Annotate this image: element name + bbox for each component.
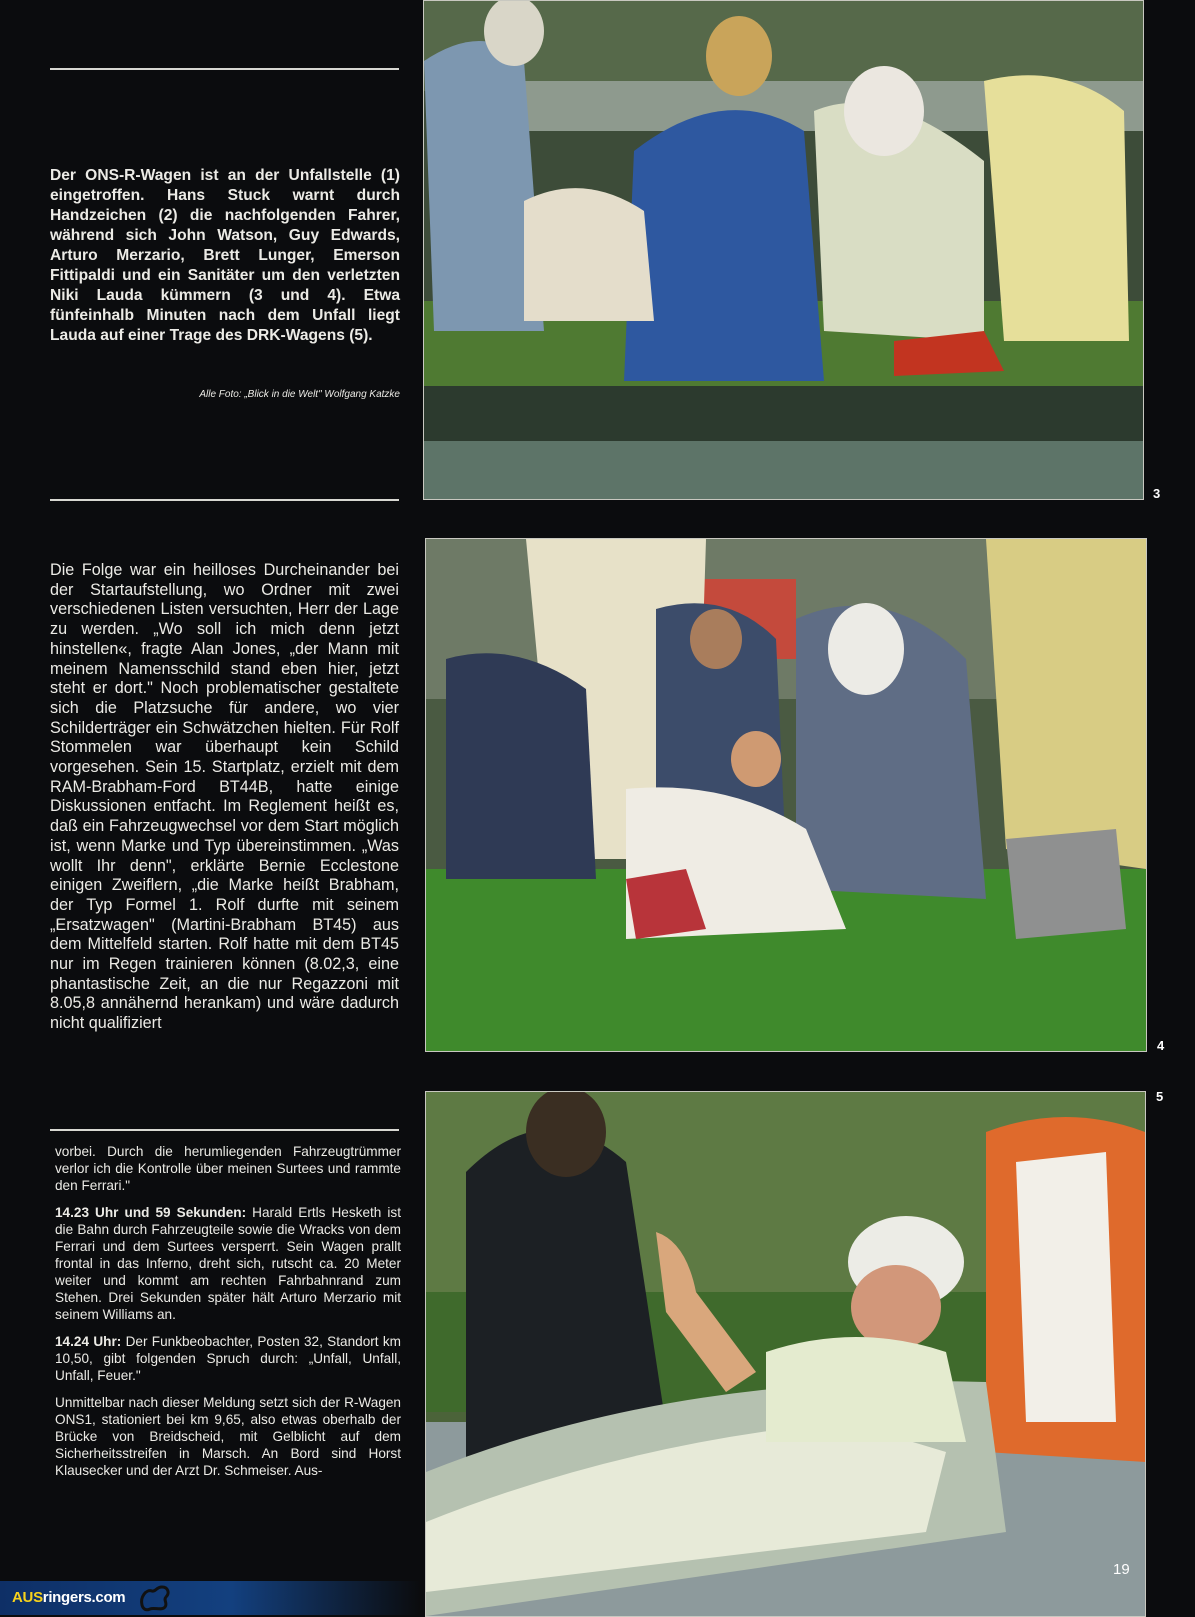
photo-5-image	[426, 1092, 1145, 1616]
article-paragraph	[55, 1204, 401, 1323]
photo-5-lauda-on-stretcher	[425, 1091, 1146, 1617]
column-break-rule	[50, 1129, 399, 1131]
nurburgring-track-icon	[138, 1583, 172, 1613]
page-number: 19	[1113, 1561, 1130, 1578]
timestamp-heading: 14.23 Uhr und 59 Sekunden:	[55, 1205, 247, 1220]
site-watermark	[0, 1581, 420, 1615]
photo-3-image	[424, 1, 1143, 499]
photo-3-accident-scene	[423, 0, 1144, 500]
watermark-brand-rest: ringers.com	[42, 1589, 126, 1606]
top-rule	[50, 68, 399, 70]
photo-4-image	[426, 539, 1146, 1051]
article-paragraph	[55, 1333, 401, 1384]
photo-number-4: 4	[1157, 1038, 1165, 1053]
photo-number-5: 5	[1156, 1089, 1164, 1104]
article-paragraph: Unmittelbar nach dieser Meldung setzt sich der R-Wagen ONS1, stationiert bei km 9,65, also etwas oberhalb der Brücke von Breidscheid, mit Gelblicht auf dem Sicherheitsstreifen in Marsch. An Bord sind Horst Klausecker und der Arzt Dr. Schmeiser. Aus-	[55, 1395, 401, 1478]
paragraph-text: Harald Ertls Hesketh ist die Bahn durch Fahrzeugteile sowie die Wracks von dem Ferrari und dem Surtees versperrt. Sein Wagen prallt frontal in das Inferno, dreht sich, rutscht ca. 20 Meter weiter und kommt am rechten Fahrbahnrand zum Stehen. Drei Sekunden später hält Arturo Merzario mit seinem Williams an.	[55, 1205, 401, 1322]
article-paragraph: vorbei. Durch die herumliegenden Fahrzeugtrümmer verlor ich die Kontrolle über meinen Surtees und rammte den Ferrari."	[55, 1144, 401, 1193]
article-column-1: Die Folge war ein heilloses Durcheinander bei der Startaufstellung, wo Ordner mit zwei verschiedenen Listen versuchten, Herr der Lage zu werden. „Wo soll ich mich denn jetzt hinstellen«, fragte Alan Jones, „der Mann mit meinem Namensschild stand eben hier, jetzt steht er dort." Noch problematischer gestaltete sich die Platzsuche für andere, wo vier Schilderträger ein Schwätzchen hielten. Für Rolf Stommelen war überhaupt kein Schild vorgesehen. Sein 15. Startplatz, erzielt mit dem RAM-Brabham-Ford BT44B, hatte einige Diskussionen entfacht. Im Reglement heißt es, daß ein Fahrzeugwechsel vor dem Start möglich ist, wenn Marke und Typ übereinstimmen. „Was wollt Ihr denn", erklärte Bernie Ecclestone einigen Zweiflern, „die Marke heißt Brabham, der Typ Formel 1. Rolf durfte mit seinem „Ersatzwagen" (Martini-Brabham BT45) aus dem Mittelfeld starten. Rolf hatte mit dem BT45 nur im Regen trainieren können (8.02,3, eine phantastische Zeit, an die nur Regazzoni mit 8.05,8 annähernd herankam) und wäre dadurch nicht qualifiziert	[50, 561, 399, 1033]
paragraph-text: Der Funkbeobachter, Posten 32, Standort km 10,50, gibt folgenden Spruch durch: „Unfall, Unfall, Unfall, Feuer."	[55, 1334, 402, 1383]
watermark-text	[12, 1589, 125, 1606]
photo-number-3: 3	[1153, 486, 1161, 501]
watermark-brand-prefix: AUS	[12, 1589, 43, 1606]
photo-credit: Alle Foto: „Blick in die Welt" Wolfgang Katzke	[199, 389, 400, 400]
photo-caption: Der ONS-R-Wagen ist an der Unfallstelle (1) eingetroffen. Hans Stuck warnt durch Handzeichen (2) die nachfolgenden Fahrer, während sich John Watson, Guy Edwards, Arturo Merzario, Brett Lunger, Emerson Fittipaldi und ein Sanitäter um den verletzten Niki Lauda kümmern (3 und 4). Etwa fünfeinhalb Minuten nach dem Unfall liegt Lauda auf einer Trage des DRK-Wagens (5).	[50, 167, 400, 344]
caption-rule	[50, 499, 399, 501]
timestamp-heading: 14.24 Uhr:	[55, 1334, 122, 1349]
article-column-2	[55, 1143, 401, 1489]
photo-4-lauda-on-ground	[425, 538, 1147, 1052]
